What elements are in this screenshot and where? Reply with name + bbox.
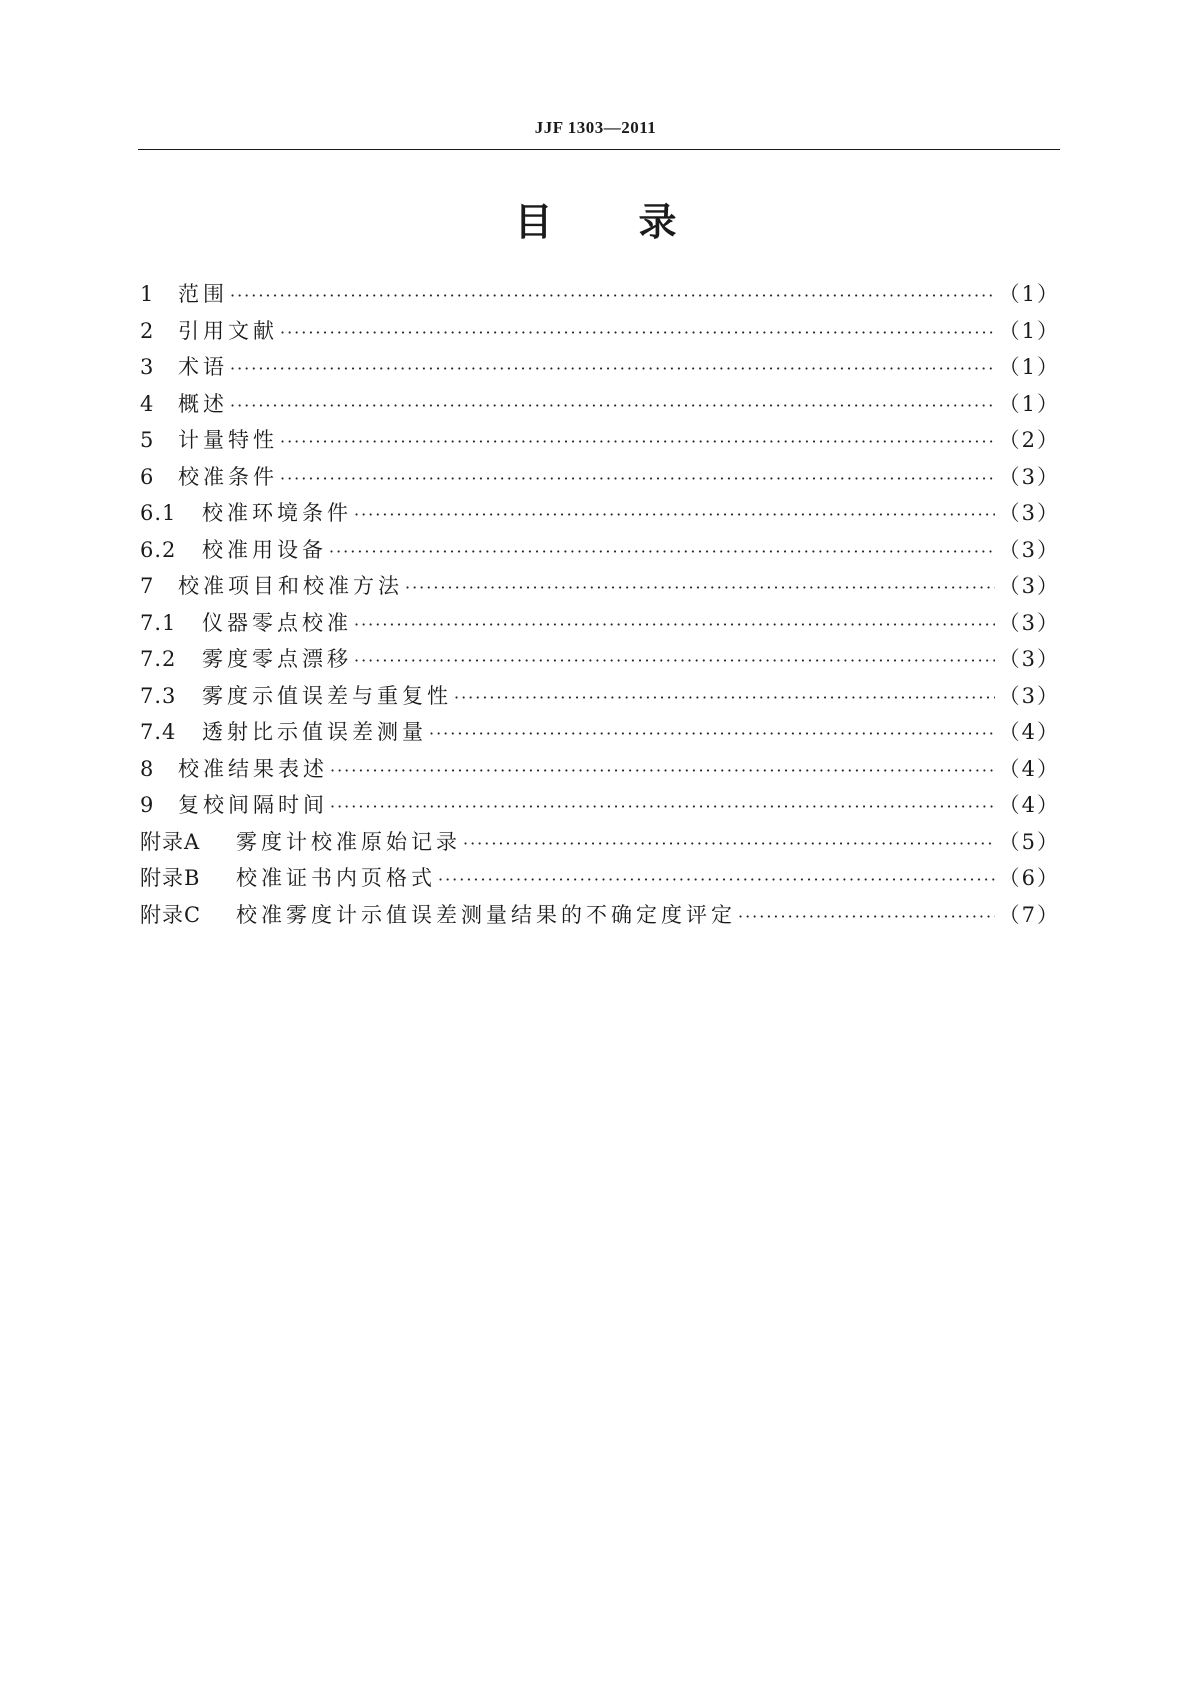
toc-entry-page: （2）	[998, 428, 1060, 452]
toc-entry-page: （3）	[998, 464, 1060, 489]
toc-entry-label: 雾度零点漂移	[202, 647, 352, 671]
toc-entry-page: （5）	[998, 829, 1060, 854]
toc-entry-1[interactable]	[140, 278, 1060, 315]
toc-entry-page: （1）	[998, 355, 1060, 379]
toc-entry-number: 4	[140, 391, 155, 416]
toc-leader-dots	[354, 505, 995, 524]
toc-entry-page: （4）	[998, 793, 1060, 817]
toc-entry-label: 范围	[178, 282, 228, 306]
toc-entry-3[interactable]	[140, 351, 1060, 388]
table-of-contents	[140, 278, 1060, 935]
toc-entry-7-4[interactable]	[140, 716, 1060, 753]
toc-entry-8[interactable]	[140, 753, 1060, 790]
toc-entry-7-3[interactable]	[140, 680, 1060, 717]
toc-entry-label: 雾度示值误差与重复性	[202, 683, 452, 708]
toc-entry-number: 附录A	[140, 829, 201, 854]
toc-entry-7-2[interactable]	[140, 643, 1060, 680]
toc-entry-2[interactable]	[140, 315, 1060, 352]
toc-entry-number: 6	[140, 464, 155, 489]
toc-leader-dots	[329, 542, 995, 561]
toc-leader-dots	[230, 359, 995, 378]
toc-entry-label: 校准用设备	[202, 537, 327, 562]
toc-entry-6[interactable]	[140, 461, 1060, 498]
toc-leader-dots	[230, 396, 995, 415]
toc-entry-page: （4）	[998, 720, 1060, 744]
toc-entry-appendix-c[interactable]	[140, 899, 1060, 936]
toc-entry-label: 仪器零点校准	[202, 610, 352, 635]
toc-entry-number: 2	[140, 318, 155, 343]
toc-entry-appendix-b[interactable]	[140, 862, 1060, 899]
toc-entry-number: 7.2	[140, 647, 177, 671]
toc-entry-page: （3）	[998, 610, 1060, 635]
toc-entry-page: （1）	[998, 318, 1060, 343]
toc-entry-number: 9	[140, 793, 155, 817]
toc-entry-6-1[interactable]	[140, 497, 1060, 534]
toc-entry-label: 校准雾度计示值误差测量结果的不确定度评定	[236, 902, 736, 927]
toc-leader-dots	[280, 469, 995, 488]
toc-entry-label: 术语	[178, 355, 228, 379]
toc-entry-appendix-a[interactable]	[140, 826, 1060, 863]
toc-entry-label: 透射比示值误差测量	[202, 720, 427, 744]
toc-leader-dots	[454, 688, 995, 707]
toc-entry-4[interactable]	[140, 388, 1060, 425]
toc-entry-7-1[interactable]	[140, 607, 1060, 644]
toc-title	[0, 196, 1191, 248]
header-divider	[138, 149, 1060, 150]
toc-entry-label: 校准环境条件	[202, 501, 352, 525]
toc-leader-dots	[463, 834, 995, 853]
toc-entry-7[interactable]	[140, 570, 1060, 607]
toc-leader-dots	[330, 797, 995, 816]
toc-leader-dots	[429, 724, 995, 743]
toc-entry-label: 雾度计校准原始记录	[236, 829, 461, 854]
toc-entry-label: 校准结果表述	[178, 756, 328, 781]
toc-entry-number: 7.1	[140, 610, 177, 635]
toc-entry-page: （3）	[998, 683, 1060, 708]
toc-entry-label: 引用文献	[178, 318, 278, 343]
toc-entry-number: 附录B	[140, 866, 201, 890]
toc-entry-number: 7	[140, 574, 155, 598]
toc-entry-number: 7.4	[140, 720, 177, 744]
toc-entry-number: 6.1	[140, 501, 177, 525]
toc-leader-dots	[230, 286, 995, 305]
toc-leader-dots	[438, 870, 995, 889]
toc-entry-page: （4）	[998, 756, 1060, 781]
toc-entry-page: （3）	[998, 537, 1060, 562]
toc-entry-label: 校准条件	[178, 464, 278, 489]
toc-entry-number: 7.3	[140, 683, 177, 708]
toc-entry-5[interactable]	[140, 424, 1060, 461]
toc-entry-number: 附录C	[140, 902, 202, 927]
toc-entry-page: （3）	[998, 501, 1060, 525]
toc-entry-page: （3）	[998, 647, 1060, 671]
toc-title-char-1: 目	[514, 200, 553, 244]
toc-entry-label: 校准证书内页格式	[236, 866, 436, 890]
toc-entry-6-2[interactable]	[140, 534, 1060, 571]
toc-leader-dots	[738, 907, 995, 926]
toc-entry-page: （1）	[998, 391, 1060, 416]
toc-entry-9[interactable]	[140, 789, 1060, 826]
toc-entry-label: 复校间隔时间	[178, 793, 328, 817]
standard-code-header: JJF 1303—2011	[534, 118, 657, 137]
toc-leader-dots	[354, 651, 995, 670]
toc-entry-page: （6）	[998, 866, 1060, 890]
toc-entry-number: 5	[140, 428, 155, 452]
toc-entry-page: （7）	[998, 902, 1060, 927]
toc-entry-number: 6.2	[140, 537, 177, 562]
toc-entry-number: 3	[140, 355, 155, 379]
toc-entry-label: 概述	[178, 391, 228, 416]
toc-entry-page: （3）	[998, 574, 1060, 598]
toc-leader-dots	[280, 323, 995, 342]
toc-entry-number: 8	[140, 756, 155, 781]
toc-leader-dots	[354, 615, 995, 634]
toc-title-char-2: 录	[638, 200, 677, 244]
toc-leader-dots	[405, 578, 995, 597]
toc-leader-dots	[280, 432, 995, 451]
toc-entry-label: 计量特性	[178, 428, 278, 452]
toc-leader-dots	[330, 761, 995, 780]
toc-entry-label: 校准项目和校准方法	[178, 574, 403, 598]
toc-entry-page: （1）	[998, 282, 1060, 306]
toc-entry-number: 1	[140, 282, 155, 306]
